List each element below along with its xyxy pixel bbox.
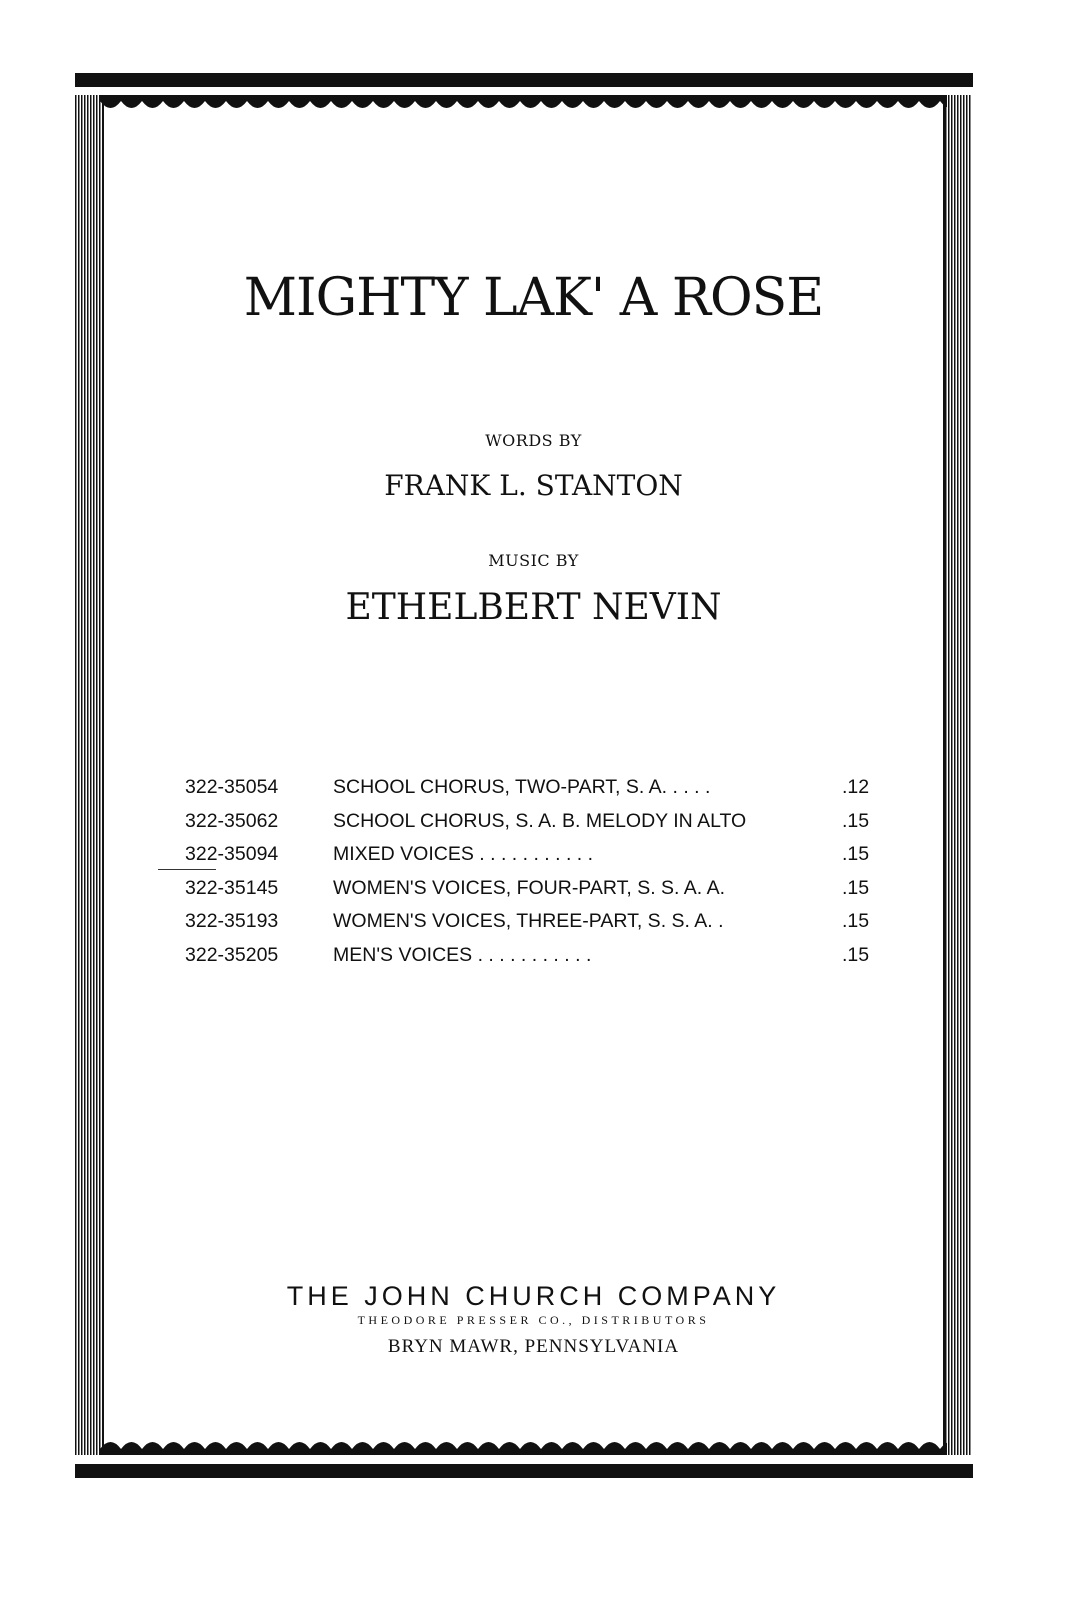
edition-description: MIXED VOICES . . . . . . . . . . .: [333, 843, 594, 865]
bottom-scallop-border: [100, 1437, 947, 1455]
edition-price: .15: [842, 943, 870, 966]
edition-row: [185, 843, 885, 877]
edition-price: .15: [842, 876, 870, 899]
edition-description: SCHOOL CHORUS, S. A. B. MELODY IN ALTO: [333, 809, 747, 832]
distributor-line: THEODORE PRESSER CO., DISTRIBUTORS: [357, 1313, 710, 1327]
publisher-name: THE JOHN CHURCH COMPANY: [286, 1281, 781, 1311]
bottom-border-rule: [75, 1464, 973, 1478]
top-border-rule: [75, 73, 973, 87]
edition-price: .12: [842, 776, 870, 798]
music-by-label: MUSIC BY: [488, 551, 579, 570]
top-scallop-border: [100, 95, 947, 113]
edition-price: .15: [842, 843, 870, 865]
edition-row: [185, 877, 885, 911]
edition-description: WOMEN'S VOICES, THREE-PART, S. S. A. .: [333, 910, 724, 932]
lyricist-name: FRANK L. STANTON: [384, 469, 683, 502]
editions-list: [185, 776, 885, 977]
song-title: MIGHTY LAK' A ROSE: [243, 268, 824, 328]
edition-number: 322-35062: [185, 809, 279, 832]
edition-price: .15: [842, 809, 870, 832]
edition-row: [185, 810, 885, 844]
edition-number: 322-35205: [185, 943, 279, 966]
edition-number: 322-35054: [185, 776, 279, 798]
edition-description: WOMEN'S VOICES, FOUR-PART, S. S. A. A.: [333, 876, 725, 899]
edition-row: [185, 944, 885, 978]
edition-description: SCHOOL CHORUS, TWO-PART, S. A. . . . .: [333, 776, 711, 798]
words-by-label: WORDS BY: [485, 431, 582, 450]
edition-description: MEN'S VOICES . . . . . . . . . . .: [333, 943, 592, 966]
edition-number: 322-35094: [185, 843, 279, 865]
edition-price: .15: [842, 910, 870, 932]
composer-name: ETHELBERT NEVIN: [345, 587, 722, 628]
publisher-address: BRYN MAWR, PENNSYLVANIA: [387, 1336, 680, 1357]
edition-number: 322-35145: [185, 876, 279, 899]
edition-number: 322-35193: [185, 910, 279, 932]
edition-row: [185, 776, 885, 810]
edition-row: [185, 910, 885, 944]
